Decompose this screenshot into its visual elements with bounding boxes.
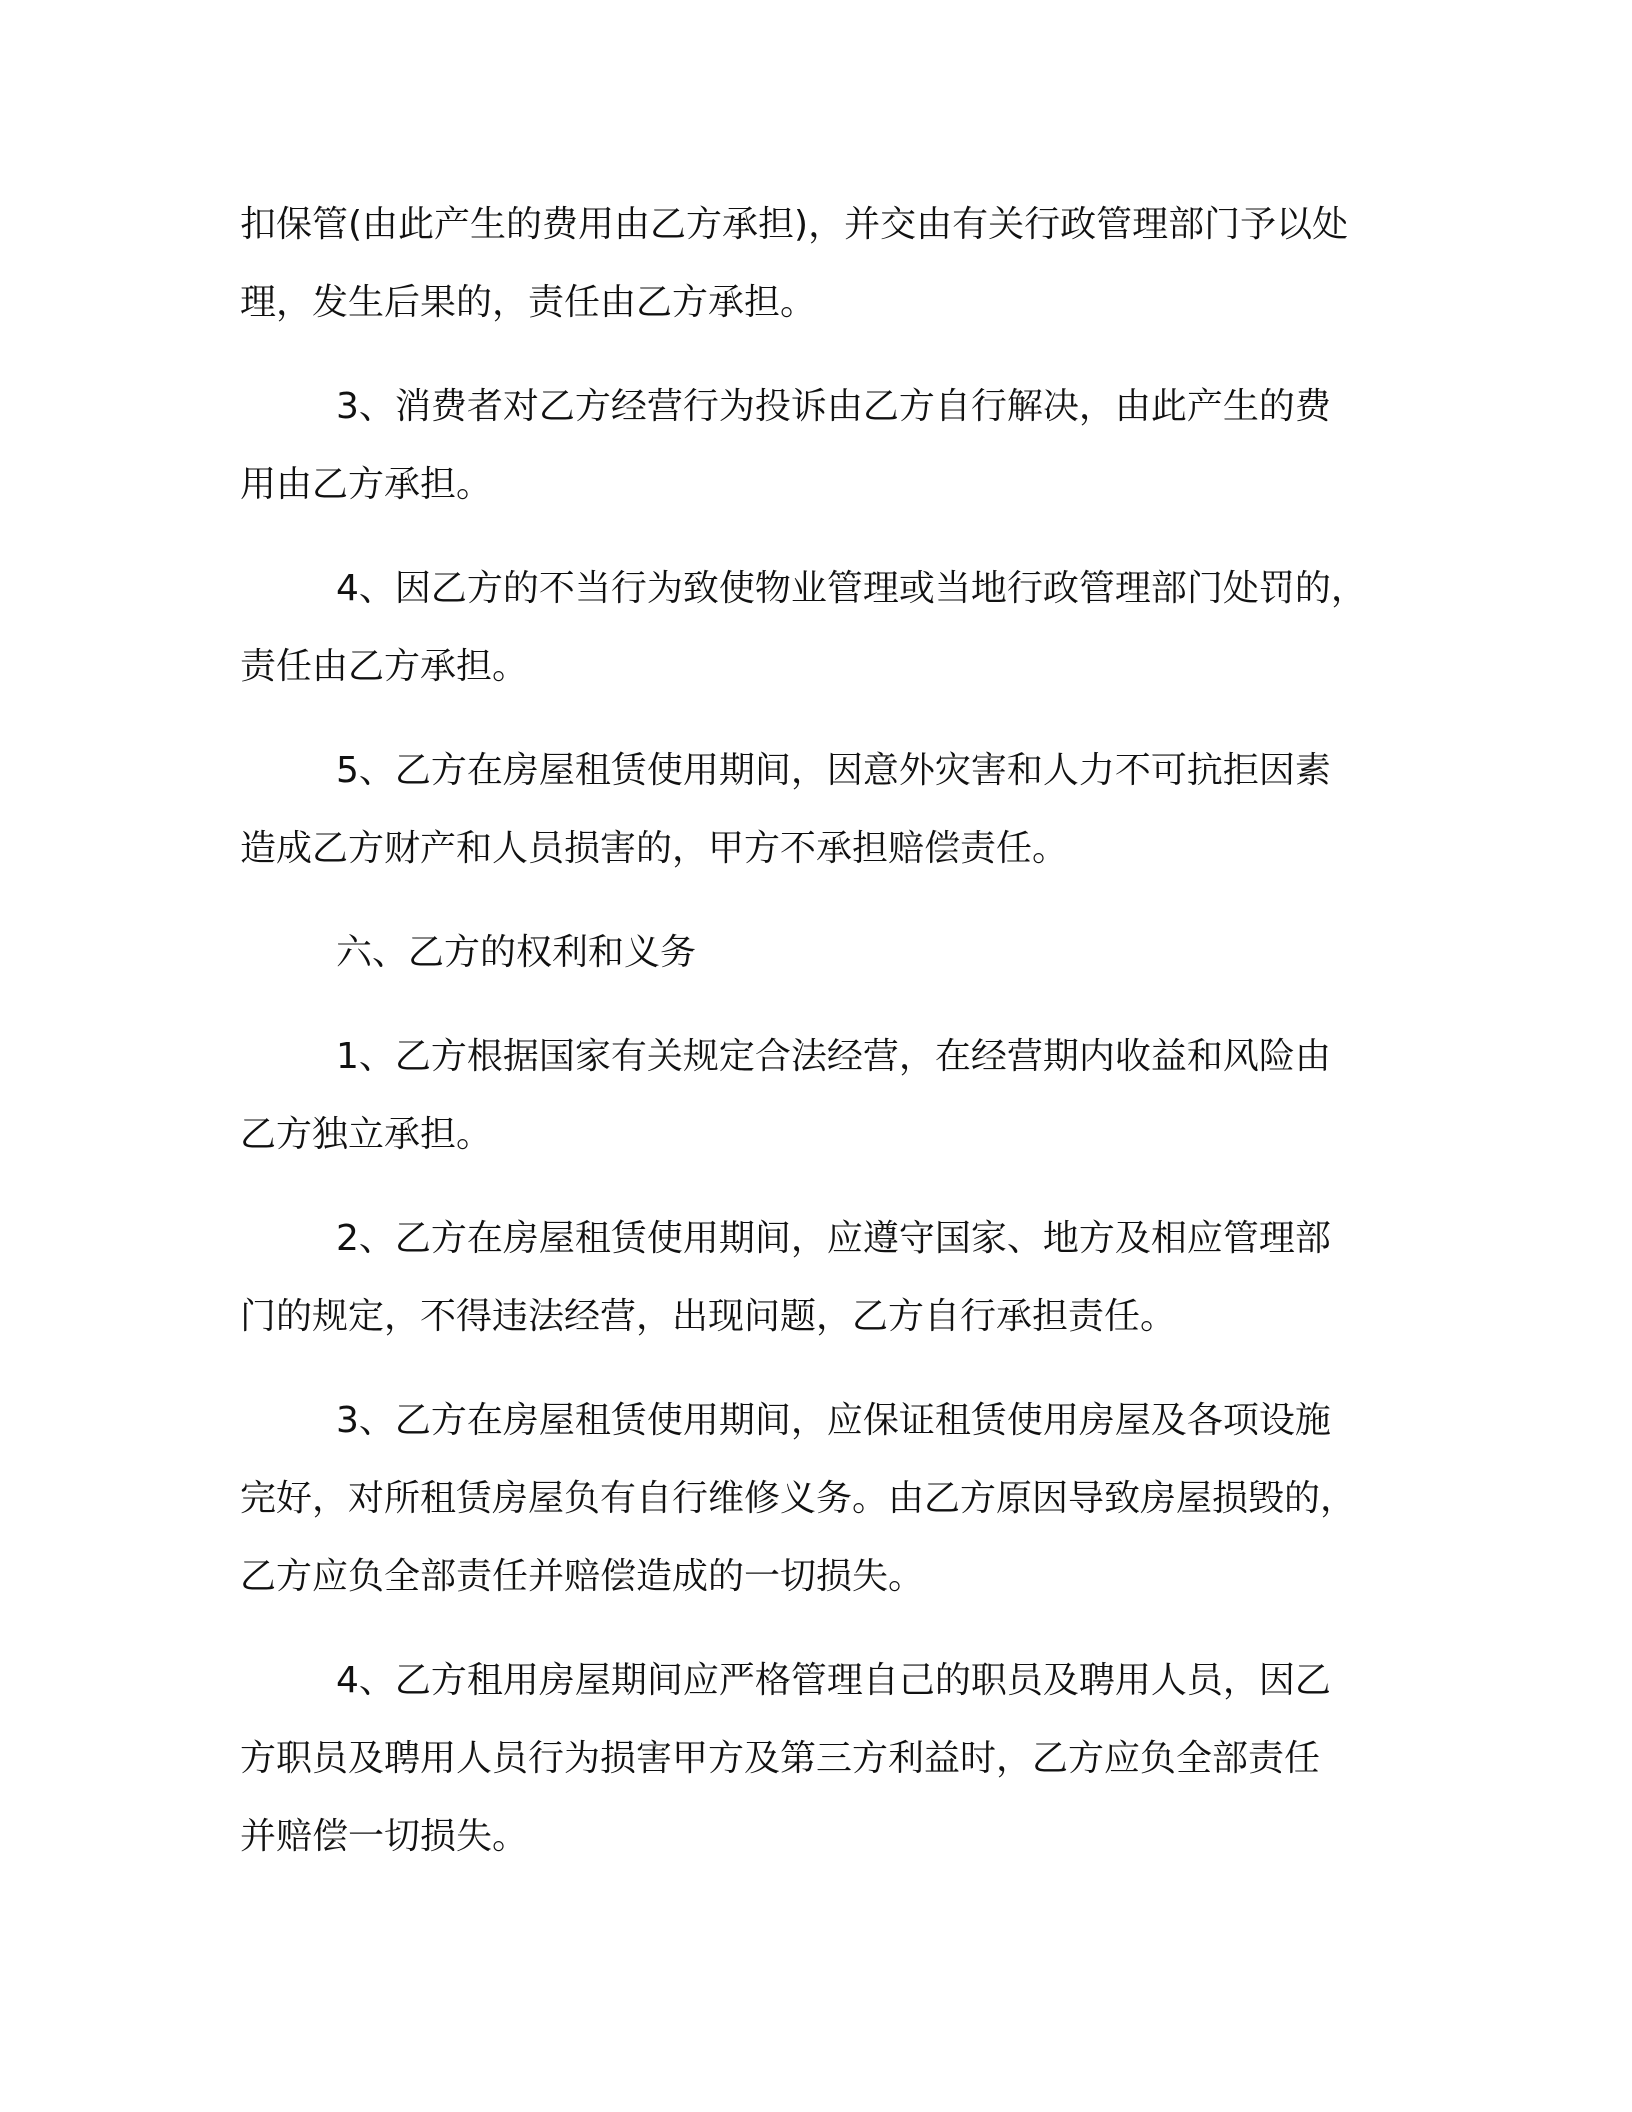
text-line: 六、乙方的权利和义务 bbox=[336, 932, 697, 973]
text-line: 完好，对所租赁房屋负有自行维修义务。由乙方原因导致房屋损毁的， bbox=[240, 1478, 1357, 1519]
text-line: 3、消费者对乙方经营行为投诉由乙方自行解决，由此产生的费 bbox=[336, 386, 1331, 427]
paragraph-continuation bbox=[240, 186, 1390, 342]
text-line: 1、乙方根据国家有关规定合法经营，在经营期内收益和风险由 bbox=[336, 1036, 1331, 1077]
paragraph-section6-item-2 bbox=[240, 1200, 1390, 1356]
text-line: 并赔偿一切损失。 bbox=[240, 1816, 529, 1857]
text-line: 理，发生后果的，责任由乙方承担。 bbox=[240, 282, 817, 323]
paragraph-item-3 bbox=[240, 368, 1390, 524]
paragraph-section6-item-1 bbox=[240, 1018, 1390, 1174]
paragraph-item-4 bbox=[240, 550, 1390, 706]
text-line: 扣保管(由此产生的费用由乙方承担)，并交由有关行政管理部门予以处 bbox=[240, 204, 1349, 245]
text-line: 方职员及聘用人员行为损害甲方及第三方利益时，乙方应负全部责任 bbox=[240, 1738, 1321, 1779]
text-line: 乙方独立承担。 bbox=[240, 1114, 493, 1155]
text-line: 门的规定，不得违法经营，出现问题，乙方自行承担责任。 bbox=[240, 1296, 1177, 1337]
text-line: 2、乙方在房屋租赁使用期间，应遵守国家、地方及相应管理部 bbox=[336, 1218, 1331, 1259]
text-line: 4、因乙方的不当行为致使物业管理或当地行政管理部门处罚的， bbox=[336, 568, 1367, 609]
text-line: 4、乙方租用房屋期间应严格管理自己的职员及聘用人员，因乙 bbox=[336, 1660, 1331, 1701]
document-body bbox=[240, 186, 1390, 1902]
section-heading bbox=[240, 914, 1390, 992]
paragraph-section6-item-3 bbox=[240, 1382, 1390, 1616]
text-line: 3、乙方在房屋租赁使用期间，应保证租赁使用房屋及各项设施 bbox=[336, 1400, 1331, 1441]
text-line: 用由乙方承担。 bbox=[240, 464, 493, 505]
text-line: 造成乙方财产和人员损害的，甲方不承担赔偿责任。 bbox=[240, 828, 1069, 869]
paragraph-item-5 bbox=[240, 732, 1390, 888]
text-line: 5、乙方在房屋租赁使用期间，因意外灾害和人力不可抗拒因素 bbox=[336, 750, 1331, 791]
text-line: 责任由乙方承担。 bbox=[240, 646, 529, 687]
paragraph-section6-item-4 bbox=[240, 1642, 1390, 1876]
text-line: 乙方应负全部责任并赔偿造成的一切损失。 bbox=[240, 1556, 925, 1597]
